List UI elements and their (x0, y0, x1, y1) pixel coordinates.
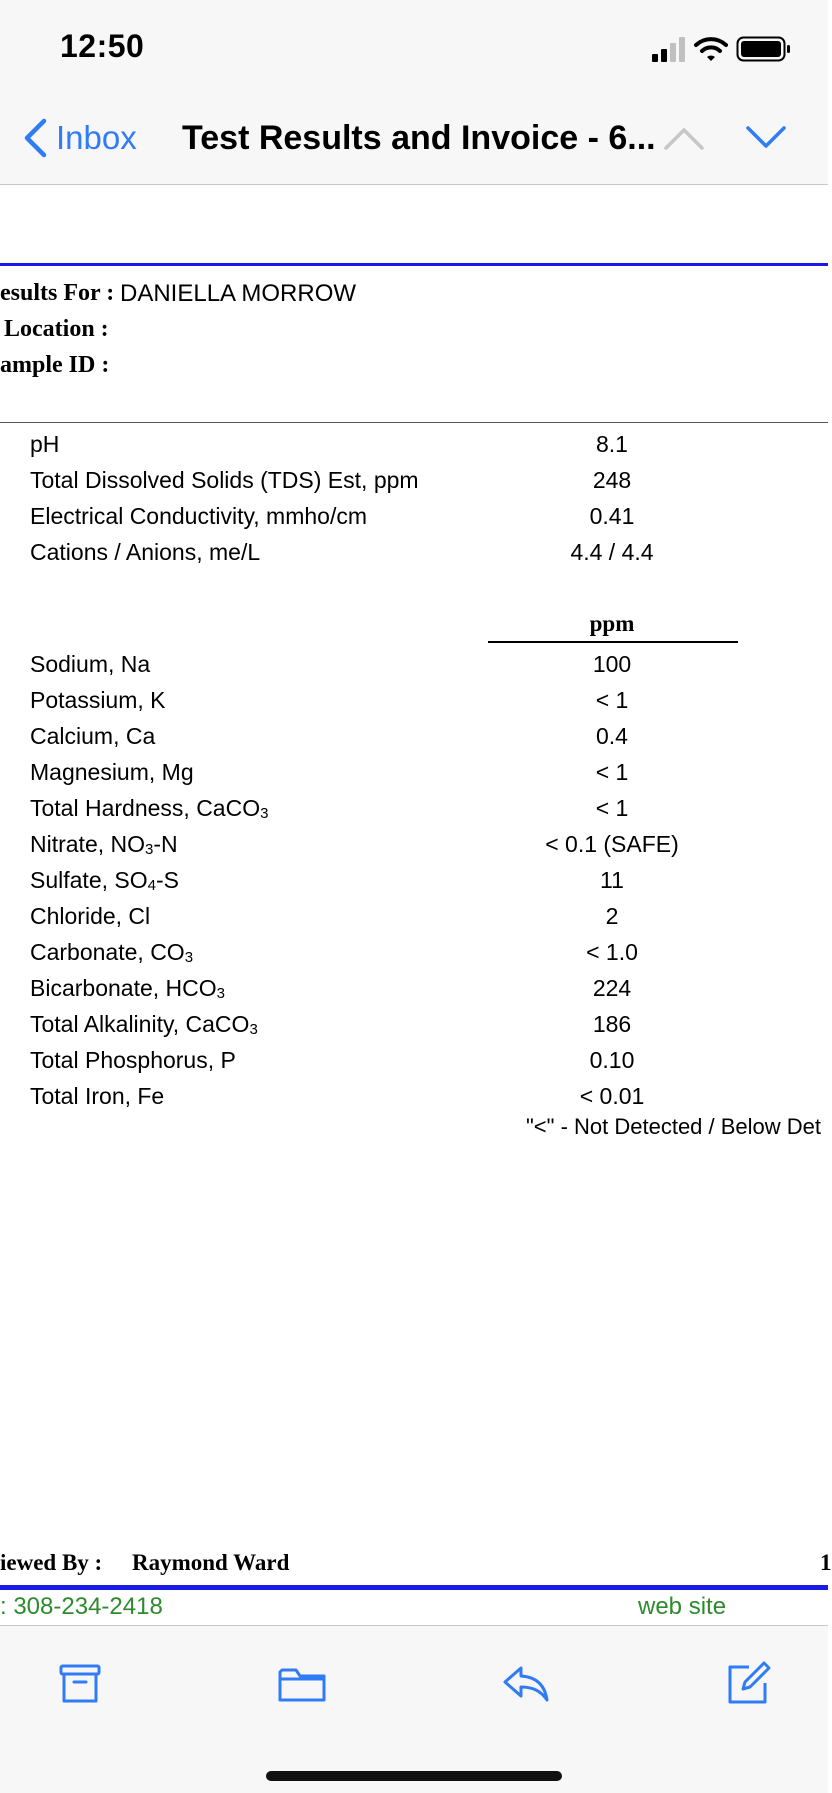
page-marker: 1 (820, 1550, 832, 1575)
analyte-name-main: Total Hardness, CaCO (30, 795, 261, 821)
analyte-name-subscript: 3 (145, 841, 154, 858)
analyte-name (30, 1011, 258, 1038)
analyte-name: Total Iron, Fe (30, 1083, 165, 1109)
analyte-name (30, 939, 193, 966)
status-icons (644, 36, 794, 62)
reply-icon (501, 1662, 551, 1706)
cellular-signal-icon (644, 36, 688, 62)
analyte-name: Calcium, Ca (30, 723, 156, 749)
units-header: ppm (589, 611, 635, 636)
analyte-name-main: Bicarbonate, HCO (30, 975, 217, 1001)
home-indicator (266, 1771, 562, 1781)
analyte-name-tail: -N (153, 831, 178, 857)
archive-icon (58, 1662, 102, 1706)
archive-button[interactable] (52, 1656, 108, 1712)
analyte-value: 0.4 (596, 723, 628, 749)
analyte-name (30, 975, 225, 1002)
param-name: pH (30, 431, 60, 457)
analyte-name (30, 867, 179, 894)
message-body (0, 185, 832, 1624)
results-for-label: esults For : (0, 280, 115, 306)
analyte-value: < 0.01 (579, 1083, 645, 1109)
chevron-left-icon (22, 118, 48, 158)
back-button[interactable] (22, 116, 137, 160)
analyte-value: 2 (605, 903, 619, 929)
analyte-name-subscript: 3 (249, 1021, 258, 1038)
wifi-icon (694, 36, 728, 62)
analyte-name: Total Phosphorus, P (30, 1047, 236, 1073)
analyte-name-subscript: 4 (147, 877, 156, 894)
analyte-name-main: Nitrate, NO (30, 831, 146, 857)
analyte-value: 100 (592, 651, 632, 677)
status-time: 12:50 (60, 28, 145, 64)
param-value: 8.1 (596, 431, 628, 457)
footnote: "<" - Not Detected / Below Det (526, 1114, 822, 1139)
message-subject: Test Results and Invoice - 6... (182, 119, 656, 157)
analyte-value: 224 (592, 975, 632, 1001)
analyte-value: 0.10 (589, 1047, 635, 1073)
move-to-folder-button[interactable] (274, 1656, 330, 1712)
analyte-value: < 0.1 (SAFE) (545, 831, 679, 857)
analyte-name-subscript: 3 (216, 985, 225, 1002)
analyte-name: Chloride, Cl (30, 903, 151, 929)
analyte-value: 11 (600, 867, 624, 893)
analyte-name-main: Total Alkalinity, CaCO (30, 1011, 250, 1037)
results-for-value: DANIELLA MORROW (120, 280, 357, 307)
analyte-name-subscript: 3 (260, 805, 269, 822)
analyte-name: Magnesium, Mg (30, 759, 194, 785)
param-name: Total Dissolved Solids (TDS) Est, ppm (30, 467, 419, 493)
battery-icon (736, 36, 792, 62)
section-rule (0, 422, 828, 423)
param-value: 0.41 (589, 503, 635, 529)
param-name: Electrical Conductivity, mmho/cm (30, 503, 367, 529)
top-chrome (0, 0, 828, 185)
website-link[interactable]: web site (638, 1593, 727, 1620)
analyte-value: < 1 (595, 795, 629, 821)
header-rule (0, 263, 828, 266)
reviewed-by-name: Raymond Ward (132, 1550, 290, 1575)
analyte-name-main: Sulfate, SO (30, 867, 148, 893)
analyte-value: < 1.0 (586, 939, 638, 965)
bottom-toolbar (0, 1625, 828, 1793)
reviewed-by-label: iewed By : (0, 1550, 103, 1575)
analyte-name: Sodium, Na (30, 651, 151, 677)
compose-button[interactable] (720, 1656, 776, 1712)
param-value: 248 (592, 467, 632, 493)
analyte-name-main: Carbonate, CO (30, 939, 185, 965)
back-button-label: Inbox (56, 119, 137, 156)
analyte-name-subscript: 3 (184, 949, 194, 966)
analyte-name (30, 831, 178, 858)
compose-icon (725, 1661, 771, 1707)
sample-id-label: ample ID : (0, 352, 110, 378)
footer-rule (0, 1585, 828, 1590)
reply-button[interactable] (498, 1656, 554, 1712)
analyte-name: Potassium, K (30, 687, 166, 713)
units-underline (488, 641, 738, 643)
folder-icon (277, 1662, 327, 1706)
chevron-down-icon[interactable] (744, 122, 788, 154)
analyte-name (30, 795, 268, 822)
analyte-name-tail: -S (155, 867, 179, 893)
analyte-value: < 1 (595, 687, 629, 713)
analyte-value: < 1 (595, 759, 629, 785)
param-value: 4.4 / 4.4 (570, 539, 654, 565)
phone-number[interactable]: : 308-234-2418 (0, 1593, 163, 1620)
param-name: Cations / Anions, me/L (30, 539, 261, 565)
analyte-value: 186 (592, 1011, 632, 1037)
chevron-up-icon[interactable] (662, 122, 706, 154)
location-label: Location : (4, 316, 109, 342)
